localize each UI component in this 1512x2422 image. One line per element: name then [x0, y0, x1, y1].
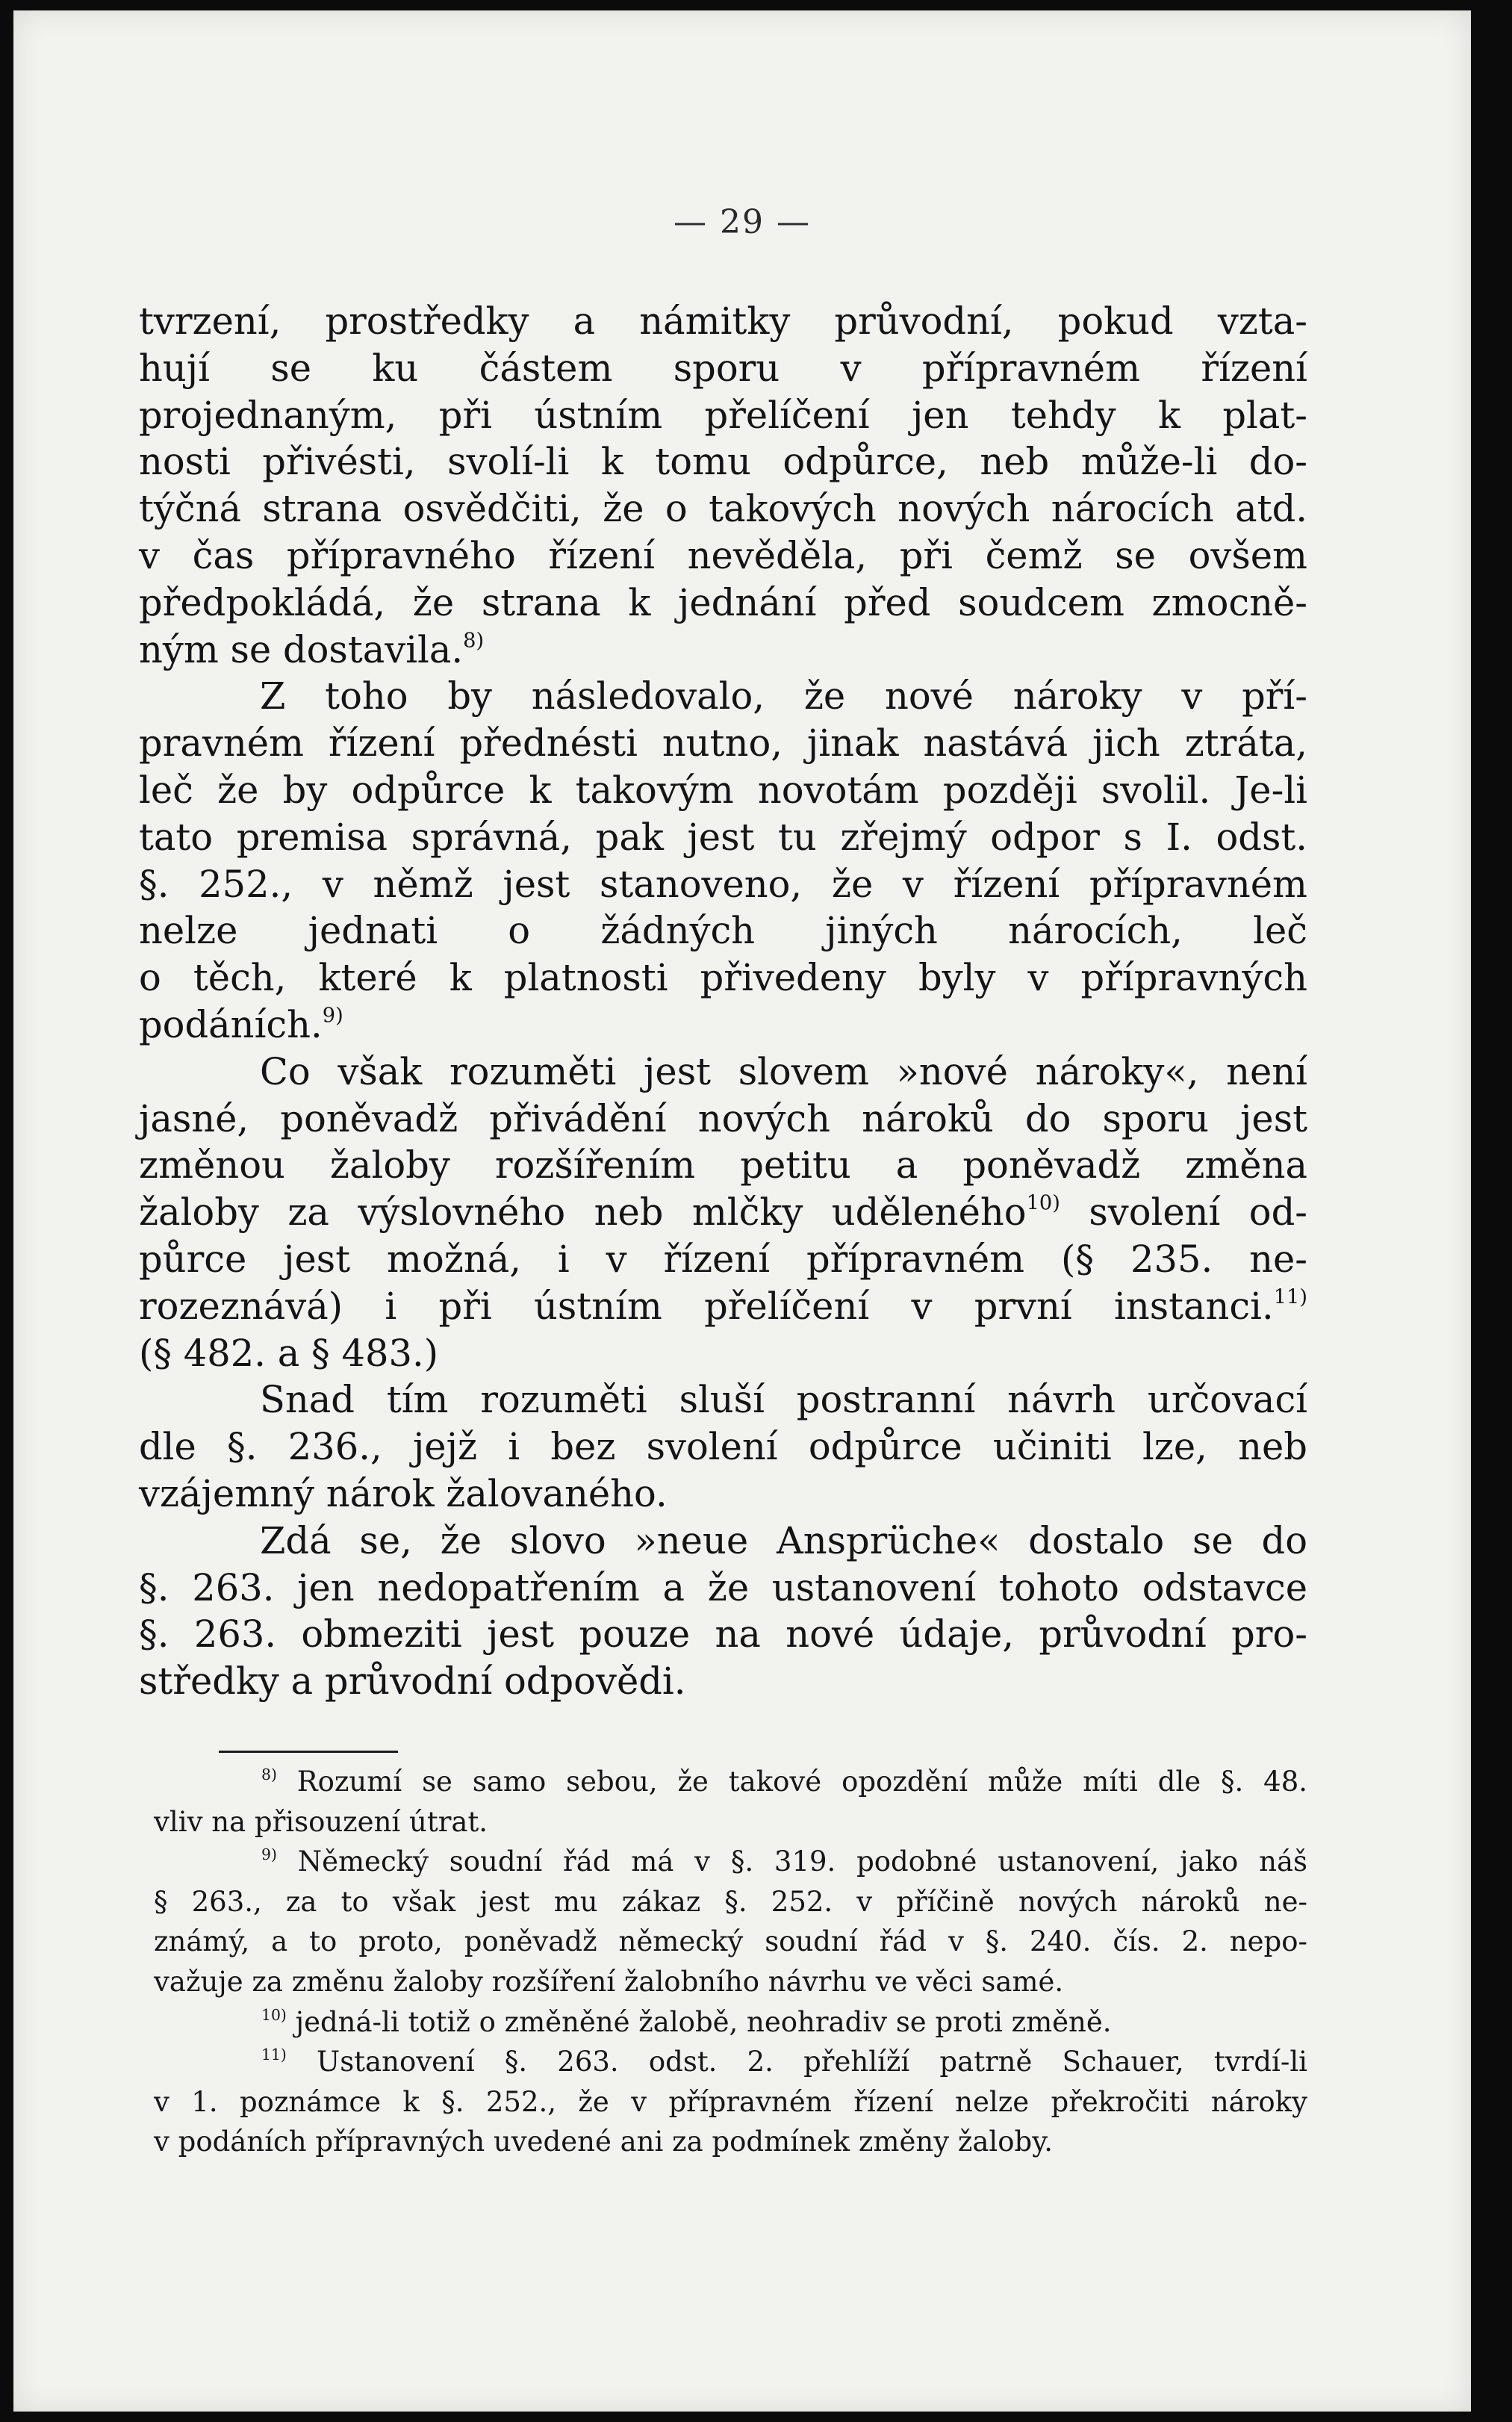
footnote-ref-number: 11	[1273, 1285, 1300, 1309]
body-line: Snad tím rozuměti sluší postranní návrh určovací	[260, 1378, 1307, 1422]
footnote-line: známý, a to proto, poněvadž německý soudní řád v §. 240. čís. 2. nepo-	[154, 1925, 1307, 1958]
footnote-mark	[261, 1845, 277, 1863]
footnote-ref-11	[1274, 1285, 1307, 1308]
footnote-text: Ustanovení §. 263. odst. 2. přehlíží patrně Schauer, tvrdí-li	[317, 2046, 1307, 2078]
footnote-ref-number: 10	[1026, 1191, 1053, 1215]
footnote-mark-number: 10	[261, 2005, 281, 2024]
body-line: půrce jest možná, i v řízení přípravném (§ 235. ne-	[139, 1237, 1307, 1281]
body-line: (§ 482. a § 483.)	[139, 1331, 439, 1375]
body-line-text: svolení od-	[1089, 1190, 1307, 1235]
footnote-line: vliv na přisouzení útrat.	[154, 1805, 488, 1838]
body-line-text: rozeznává) i při ústním přelíčení v první instanci.	[139, 1284, 1274, 1328]
footnote-10	[154, 2002, 1307, 2043]
body-line: hují se ku částem sporu v přípravném řízení	[139, 346, 1307, 390]
footnote-mark-paren: )	[280, 2045, 287, 2064]
footnote-mark	[261, 1766, 277, 1783]
footnote-ref-8	[463, 629, 484, 652]
body-line-text: ným se dostavila.	[139, 627, 464, 671]
footnote-mark-number: 11	[261, 2045, 281, 2064]
footnote-mark-paren: )	[280, 2005, 287, 2024]
footnote-line: važuje za změnu žaloby rozšíření žalobního návrhu ve věci samé.	[154, 1965, 1064, 1998]
body-line: §. 263. jen nedopatřením a že ustanovení tohoto odstavce	[139, 1565, 1307, 1609]
footnote-text: Německý soudní řád má v §. 319. podobné ustanovení, jako náš	[297, 1845, 1307, 1878]
footnote-line: v podáních přípravných uvedené ani za podmínek změny žaloby.	[154, 2126, 1053, 2158]
footnote-ref-9	[323, 1004, 343, 1028]
footnote-divider	[219, 1751, 398, 1753]
body-line: o těch, které k platnosti přivedeny byly v přípravných	[139, 956, 1307, 1000]
footnote-mark-paren: )	[270, 1765, 277, 1783]
body-line: vzájemný nárok žalovaného.	[139, 1471, 668, 1515]
footnote-text: Rozumí se samo sebou, že takové opozdění může míti dle §. 48.	[296, 1766, 1307, 1798]
footnote-mark-paren: )	[270, 1845, 277, 1863]
body-line: Co však rozuměti jest slovem »nové nároky«, není	[260, 1049, 1307, 1093]
body-line	[139, 1283, 1307, 1330]
body-line: nelze jednati o žádných jiných nárocích, leč	[139, 909, 1307, 953]
footnote-ref-paren: )	[1052, 1191, 1060, 1215]
body-line: změnou žaloby rozšířením petitu a poněvadž změna	[139, 1143, 1307, 1187]
footnote-line: v 1. poznámce k §. 252., že v přípravném řízení nelze překročiti nároky	[154, 2085, 1307, 2118]
footnote-mark-number: 9	[261, 1845, 271, 1863]
page-number: — 29 —	[673, 203, 811, 241]
body-line: pravném řízení přednésti nutno, jinak nastává jich ztráta,	[139, 721, 1307, 766]
body-line: středky a průvodní odpovědi.	[139, 1659, 686, 1704]
footnote-ref-paren: )	[335, 1004, 343, 1028]
body-line: §. 252., v němž jest stanoveno, že v řízení přípravném	[139, 862, 1307, 906]
body-line: leč že by odpůrce k takovým novotám později svolil. Je-li	[139, 768, 1307, 812]
footnote-ref-number: 8	[463, 629, 476, 653]
body-text	[139, 298, 1307, 1705]
body-line	[139, 627, 1307, 674]
body-line: v čas přípravného řízení nevěděla, při čemž se ovšem	[139, 533, 1307, 577]
footnotes	[154, 1762, 1307, 2162]
footnote-9	[154, 1842, 1307, 1882]
footnote-line: § 263., za to však jest mu zákaz §. 252. v příčině nových nároků ne-	[154, 1885, 1307, 1918]
body-line: předpokládá, že strana k jednání před soudcem zmocně-	[139, 580, 1307, 624]
footnote-ref-10	[1027, 1192, 1060, 1215]
body-line	[139, 1002, 1307, 1049]
book-page	[13, 10, 1471, 2412]
body-line: tato premisa správná, pak jest tu zřejmý odpor s I. odst.	[139, 815, 1307, 859]
footnote-11	[154, 2042, 1307, 2082]
body-line: Zdá se, že slovo »neue Ansprüche« dostalo se do	[260, 1518, 1307, 1562]
body-line: nosti přivésti, svolí-li k tomu odpůrce, neb může-li do-	[139, 440, 1307, 484]
body-line: projednaným, při ústním přelíčení jen tehdy k plat-	[139, 393, 1307, 437]
footnote-mark-number: 8	[261, 1765, 271, 1783]
body-line: tvrzení, prostředky a námitky průvodní, pokud vzta-	[139, 299, 1307, 343]
body-line: dle §. 236., jejž i bez svolení odpůrce učiniti lze, neb	[139, 1425, 1307, 1469]
body-line: týčná strana osvědčiti, že o takových nových nárocích atd.	[139, 487, 1307, 531]
body-line-text: žaloby za výslovného neb mlčky uděleného	[139, 1190, 1027, 1235]
body-line: Z toho by následovalo, že nové nároky v pří-	[260, 674, 1307, 718]
footnote-text: jedná-li totiž o změněné žalobě, neohradiv se proti změně.	[295, 2005, 1112, 2038]
body-line	[139, 1189, 1307, 1236]
footnote-mark	[261, 2046, 287, 2064]
footnote-ref-number: 9	[322, 1004, 336, 1028]
footnote-ref-paren: )	[476, 629, 485, 653]
footnote-ref-paren: )	[1299, 1285, 1307, 1309]
body-line: jasné, poněvadž přivádění nových nároků do sporu jest	[139, 1096, 1307, 1140]
body-line: §. 263. obmeziti jest pouze na nové údaje, průvodní pro-	[139, 1612, 1307, 1656]
footnote-mark	[261, 2005, 287, 2023]
footnote-8	[154, 1762, 1307, 1802]
body-line-text: podáních.	[139, 1002, 323, 1046]
